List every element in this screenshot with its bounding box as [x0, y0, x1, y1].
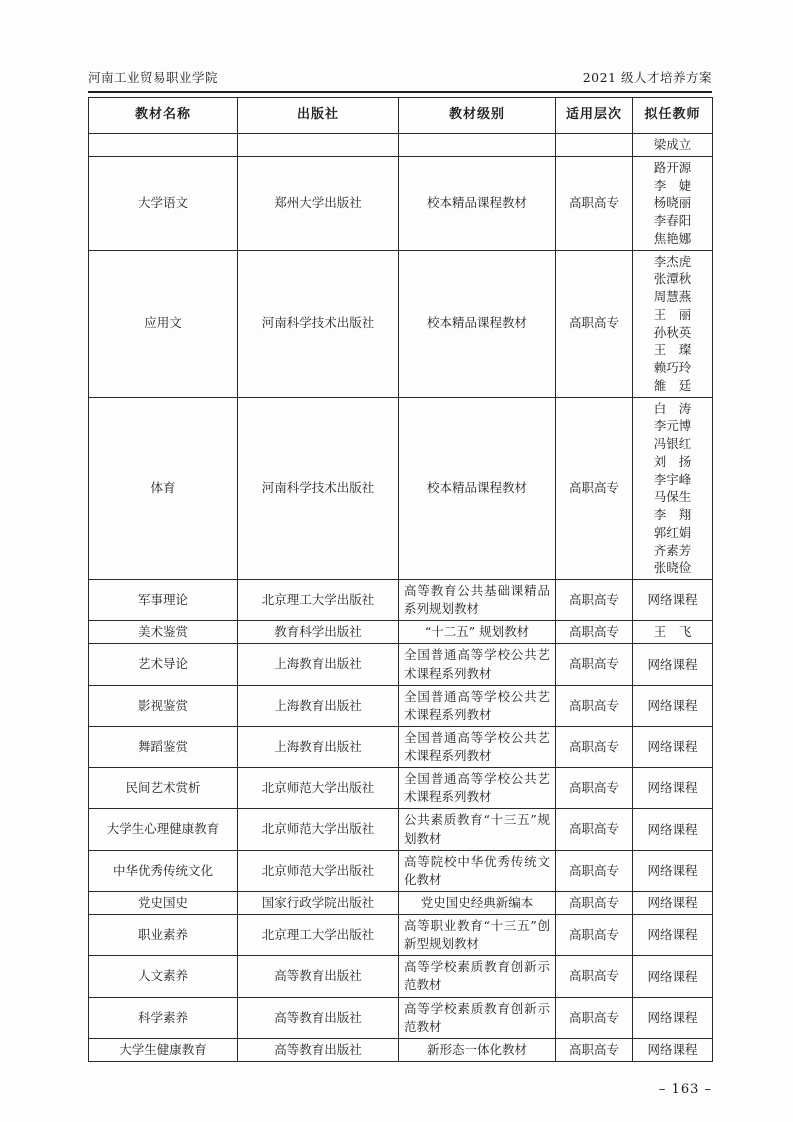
cell-tier: 高职高专 — [556, 397, 633, 580]
teacher-name: 网络课程 — [647, 697, 698, 713]
table-row — [89, 956, 713, 997]
teacher-name: 冯银红 — [653, 436, 692, 451]
teacher-name: 网络课程 — [647, 656, 698, 672]
cell-teachers — [633, 726, 713, 767]
teacher-name: 李 翔 — [653, 507, 692, 522]
table-row — [89, 726, 713, 767]
cell-teachers — [633, 156, 713, 250]
cell-textbook-name: 大学生心理健康教育 — [89, 809, 238, 850]
cell-textbook-name: 大学生健康教育 — [89, 1038, 238, 1061]
cell-textbook-name: 美术鉴赏 — [89, 621, 238, 644]
cell-tier — [556, 134, 633, 157]
table-row — [89, 644, 713, 685]
teacher-name: 梁成立 — [653, 137, 692, 152]
cell-publisher: 北京师范大学出版社 — [238, 809, 399, 850]
teacher-name: 网络课程 — [647, 927, 698, 943]
column-header-2: 教材级别 — [399, 98, 556, 134]
cell-tier: 高职高专 — [556, 997, 633, 1038]
teacher-name: 网络课程 — [647, 821, 698, 837]
teacher-name: 雒 廷 — [653, 377, 692, 393]
cell-level: 校本精品课程教材 — [399, 156, 556, 250]
cell-level: 高等学校素质教育创新示范教材 — [399, 956, 556, 997]
cell-textbook-name: 民间艺术赏析 — [89, 768, 238, 809]
cell-publisher: 教育科学出版社 — [238, 621, 399, 644]
cell-level: 全国普通高等学校公共艺术课程系列教材 — [399, 726, 556, 767]
cell-teachers — [633, 809, 713, 850]
cell-level: 高等学校素质教育创新示范教材 — [399, 997, 556, 1038]
cell-level: 党史国史经典新编本 — [399, 891, 556, 914]
column-header-4: 拟任教师 — [633, 98, 713, 134]
teacher-name: 路开源 — [653, 159, 692, 175]
teacher-name: 马保生 — [653, 489, 692, 505]
cell-tier: 高职高专 — [556, 621, 633, 644]
cell-tier: 高职高专 — [556, 580, 633, 621]
cell-textbook-name: 影视鉴赏 — [89, 685, 238, 726]
cell-publisher: 河南科学技术出版社 — [238, 397, 399, 580]
table-row — [89, 1038, 713, 1061]
cell-teachers — [633, 685, 713, 726]
teacher-name: 李 婕 — [653, 177, 692, 193]
cell-publisher — [238, 134, 399, 157]
cell-publisher: 高等教育出版社 — [238, 1038, 399, 1061]
cell-textbook-name: 科学素养 — [89, 997, 238, 1038]
cell-publisher: 高等教育出版社 — [238, 956, 399, 997]
teacher-name: 网络课程 — [647, 968, 698, 984]
cell-level: 高等教育公共基础课精品系列规划教材 — [399, 580, 556, 621]
cell-textbook-name: 军事理论 — [89, 580, 238, 621]
page-number: – 163 – — [658, 1081, 712, 1097]
cell-level: 公共素质教育“十三五”规划教材 — [399, 809, 556, 850]
cell-level: 高等院校中华优秀传统文化教材 — [399, 850, 556, 891]
teacher-name: 李元博 — [653, 418, 692, 434]
table-row — [89, 134, 713, 157]
column-header-0: 教材名称 — [89, 98, 238, 134]
teacher-name: 齐素芳 — [653, 542, 692, 558]
cell-tier: 高职高专 — [556, 915, 633, 956]
teacher-name: 白 涛 — [653, 400, 692, 416]
table-row — [89, 250, 713, 397]
teacher-name: 杨晓丽 — [653, 195, 692, 211]
cell-teachers — [633, 915, 713, 956]
teacher-name: 网络课程 — [647, 592, 698, 608]
cell-tier: 高职高专 — [556, 809, 633, 850]
cell-tier: 高职高专 — [556, 956, 633, 997]
teacher-name: 网络课程 — [647, 739, 698, 755]
teacher-name: 王 丽 — [653, 306, 692, 322]
table-row — [89, 915, 713, 956]
teacher-name: 网络课程 — [647, 895, 698, 911]
cell-teachers — [633, 891, 713, 914]
cell-level: 全国普通高等学校公共艺术课程系列教材 — [399, 685, 556, 726]
cell-level: 全国普通高等学校公共艺术课程系列教材 — [399, 644, 556, 685]
cell-publisher: 河南科学技术出版社 — [238, 250, 399, 397]
teacher-name: 刘 扬 — [653, 453, 692, 469]
cell-textbook-name: 职业素养 — [89, 915, 238, 956]
teacher-name: 赖巧玲 — [653, 360, 692, 375]
cell-level: 全国普通高等学校公共艺术课程系列教材 — [399, 768, 556, 809]
cell-teachers — [633, 580, 713, 621]
teacher-name: 网络课程 — [647, 780, 698, 796]
teacher-name: 孙秋英 — [653, 324, 692, 340]
table-row — [89, 891, 713, 914]
cell-textbook-name: 应用文 — [89, 250, 238, 397]
teacher-name: 王 飞 — [653, 624, 692, 640]
teacher-name: 张潭秋 — [653, 271, 692, 287]
table-header-row — [89, 98, 713, 134]
cell-teachers — [633, 850, 713, 891]
textbook-table — [88, 97, 713, 1062]
page-footer — [88, 1082, 712, 1097]
cell-level: 校本精品课程教材 — [399, 250, 556, 397]
cell-publisher: 北京师范大学出版社 — [238, 850, 399, 891]
table-row — [89, 580, 713, 621]
cell-publisher: 上海教育出版社 — [238, 685, 399, 726]
cell-publisher: 北京师范大学出版社 — [238, 768, 399, 809]
cell-textbook-name: 舞蹈鉴赏 — [89, 726, 238, 767]
table-row — [89, 156, 713, 250]
cell-teachers — [633, 768, 713, 809]
cell-teachers — [633, 1038, 713, 1061]
cell-tier: 高职高专 — [556, 850, 633, 891]
table-row — [89, 685, 713, 726]
table-body — [89, 134, 713, 1062]
cell-teachers — [633, 644, 713, 685]
table-row — [89, 621, 713, 644]
cell-teachers — [633, 621, 713, 644]
cell-tier: 高职高专 — [556, 685, 633, 726]
cell-publisher: 国家行政学院出版社 — [238, 891, 399, 914]
cell-tier: 高职高专 — [556, 726, 633, 767]
cell-level: 校本精品课程教材 — [399, 397, 556, 580]
cell-tier: 高职高专 — [556, 156, 633, 250]
cell-textbook-name: 艺术导论 — [89, 644, 238, 685]
cell-publisher: 上海教育出版社 — [238, 644, 399, 685]
teacher-name: 焦艳娜 — [653, 230, 692, 246]
table-row — [89, 850, 713, 891]
cell-tier: 高职高专 — [556, 1038, 633, 1061]
cell-textbook-name — [89, 134, 238, 157]
cell-tier: 高职高专 — [556, 768, 633, 809]
table-row — [89, 997, 713, 1038]
cell-level: “十二五” 规划教材 — [399, 621, 556, 644]
teacher-name: 李杰虎 — [653, 253, 692, 269]
cell-level: 高等职业教育“十三五”创新型规划教材 — [399, 915, 556, 956]
cell-teachers — [633, 956, 713, 997]
cell-publisher: 北京理工大学出版社 — [238, 915, 399, 956]
header-school-name: 河南工业贸易职业学院 — [88, 70, 219, 85]
cell-teachers — [633, 397, 713, 580]
cell-textbook-name: 中华优秀传统文化 — [89, 850, 238, 891]
teacher-name: 张晓俭 — [653, 560, 692, 576]
teacher-name: 网络课程 — [647, 862, 698, 878]
cell-textbook-name: 人文素养 — [89, 956, 238, 997]
teacher-name: 网络课程 — [647, 1009, 698, 1025]
cell-publisher: 北京理工大学出版社 — [238, 580, 399, 621]
header-plan-title: 2021 级人才培养方案 — [582, 70, 712, 85]
page-header — [88, 68, 712, 93]
teacher-name: 李春阳 — [653, 213, 692, 228]
cell-teachers — [633, 134, 713, 157]
column-header-1: 出版社 — [238, 98, 399, 134]
table-row — [89, 809, 713, 850]
cell-teachers — [633, 997, 713, 1038]
table-row — [89, 397, 713, 580]
cell-tier: 高职高专 — [556, 644, 633, 685]
teacher-name: 李宇峰 — [653, 471, 692, 487]
cell-teachers — [633, 250, 713, 397]
cell-publisher: 郑州大学出版社 — [238, 156, 399, 250]
teacher-name: 郭红娟 — [653, 524, 692, 540]
cell-textbook-name: 党史国史 — [89, 891, 238, 914]
cell-level — [399, 134, 556, 157]
cell-tier: 高职高专 — [556, 250, 633, 397]
teacher-name: 周慧燕 — [653, 289, 692, 304]
cell-textbook-name: 大学语文 — [89, 156, 238, 250]
cell-publisher: 上海教育出版社 — [238, 726, 399, 767]
cell-tier: 高职高专 — [556, 891, 633, 914]
cell-publisher: 高等教育出版社 — [238, 997, 399, 1038]
teacher-name: 王 璨 — [653, 342, 692, 358]
teacher-name: 网络课程 — [647, 1041, 698, 1057]
table-row — [89, 768, 713, 809]
cell-textbook-name: 体育 — [89, 397, 238, 580]
column-header-3: 适用层次 — [556, 98, 633, 134]
cell-level: 新形态一体化教材 — [399, 1038, 556, 1061]
